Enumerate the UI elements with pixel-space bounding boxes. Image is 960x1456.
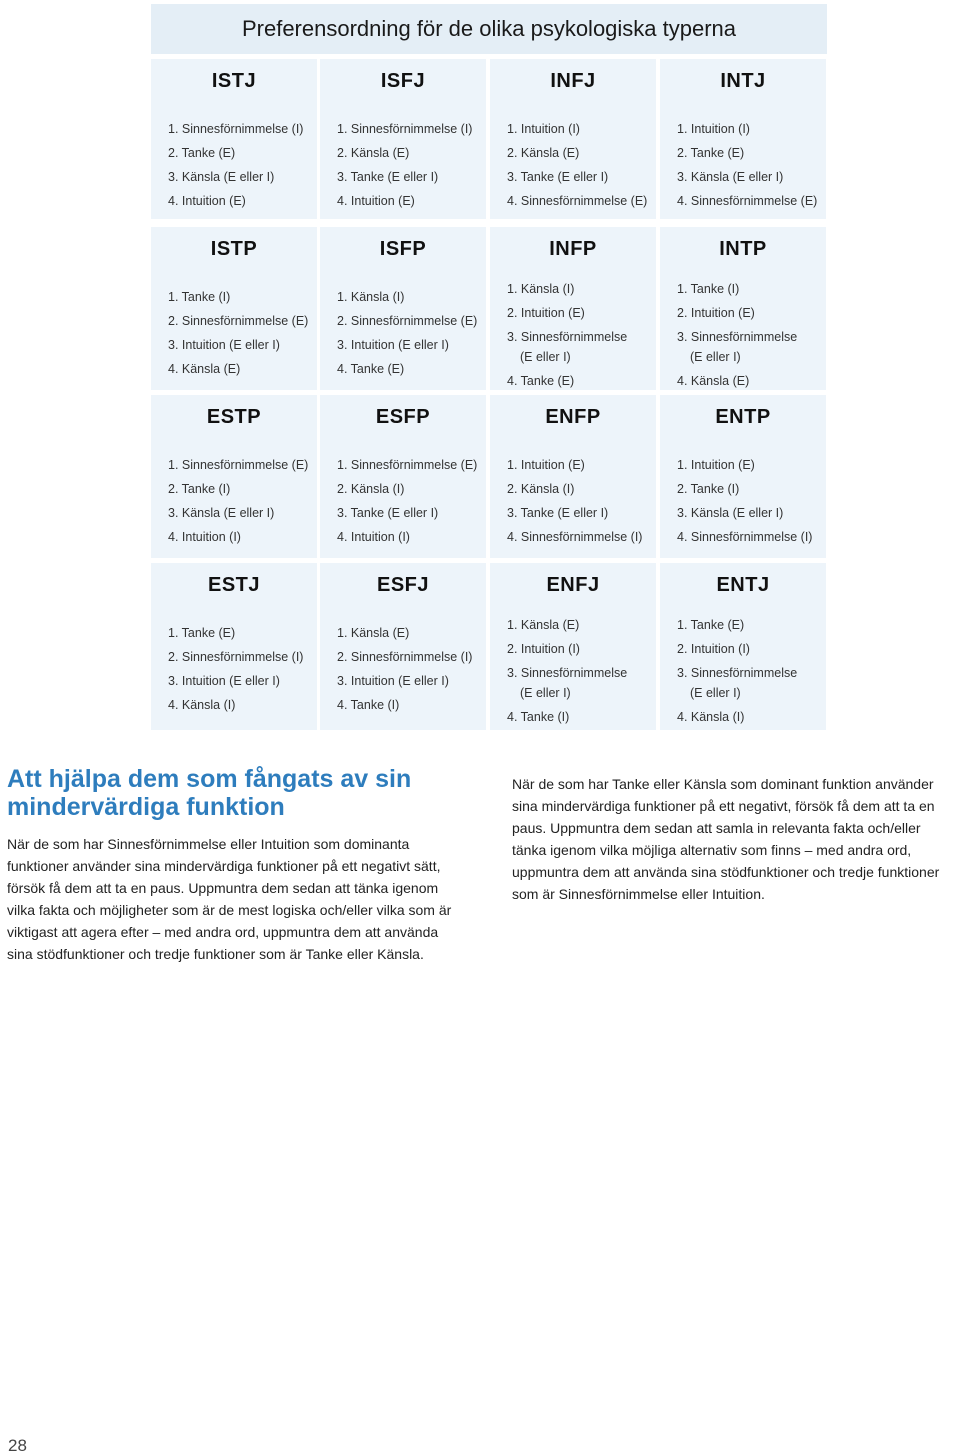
type-name: ENTP [715, 406, 771, 428]
type-name: ESFP [375, 406, 431, 428]
type-name: ESTJ [207, 574, 261, 596]
function-line: 1. Känsla (I) [507, 282, 575, 296]
function-list [507, 453, 656, 549]
function-line: 1. Intuition (E) [507, 458, 585, 472]
function-line: 3. Intuition (E eller I) [168, 338, 280, 352]
function-line: 3. Intuition (E eller I) [337, 674, 449, 688]
function-line: 1. Känsla (E) [337, 626, 410, 640]
function-list [507, 277, 656, 393]
function-line: 4. Intuition (I) [337, 530, 410, 544]
function-line: 3. Sinnesförnimmelse [677, 330, 798, 344]
function-line: 4. Tanke (I) [507, 710, 570, 724]
grid-title: Preferensordning för de olika psykologiska typerna [241, 16, 737, 41]
function-line: 1. Tanke (I) [168, 290, 231, 304]
type-name: ISFP [379, 238, 427, 260]
text-section [0, 760, 960, 1020]
paragraph-right: När de som har Tanke eller Känsla som dominant funktion använder sina mindervärdiga funktioner på ett negativt, försök få dem att ta en paus. Uppmuntra dem sedan att samla in relevanta fakta och/eller tänka igenom vilka möjliga alternativ som finns – med andra ord, uppmuntra dem att använda sina stödfunktioner och tredje funktioner som är Sinnesförnimmelse eller Intuition. [512, 776, 940, 902]
type-grid [151, 4, 827, 730]
type-cell-esfp [320, 395, 486, 558]
type-name: ESFJ [376, 574, 430, 596]
type-name: INTJ [720, 70, 766, 92]
section-heading: Att hjälpa dem som fångats av sin mindervärdiga funktion [7, 765, 412, 821]
function-line: 3. Tanke (E eller I) [337, 506, 439, 520]
function-line: 4. Intuition (E) [168, 194, 246, 208]
function-line: 2. Sinnesförnimmelse (I) [337, 650, 473, 664]
type-name: INTP [719, 238, 767, 260]
function-line: 4. Intuition (I) [168, 530, 241, 544]
function-line: 2. Känsla (E) [337, 146, 410, 160]
type-cell-infp [490, 227, 656, 390]
function-line: 3. Sinnesförnimmelse [677, 666, 798, 680]
type-cell-istp [151, 227, 317, 390]
type-cell-isfj [320, 59, 486, 219]
function-line: 2. Tanke (E) [677, 146, 745, 160]
function-list [337, 117, 486, 213]
function-line: 2. Tanke (I) [677, 482, 740, 496]
function-line: 1. Intuition (E) [677, 458, 755, 472]
function-line: 3. Sinnesförnimmelse [507, 330, 628, 344]
function-line: 2. Intuition (I) [677, 642, 750, 656]
function-list [168, 117, 317, 213]
type-name: ISFJ [380, 70, 426, 92]
type-cell-estj [151, 563, 317, 730]
function-line: 2. Intuition (E) [677, 306, 755, 320]
type-name: INFP [549, 238, 597, 260]
function-line: 4. Känsla (I) [677, 710, 745, 724]
function-line: 2. Känsla (I) [337, 482, 405, 496]
function-line: 3. Känsla (E eller I) [677, 506, 784, 520]
function-line: 3. Intuition (E eller I) [337, 338, 449, 352]
function-line: 3. Sinnesförnimmelse [507, 666, 628, 680]
function-line: 4. Känsla (E) [677, 374, 750, 388]
function-list [677, 453, 826, 549]
type-cell-enfp [490, 395, 656, 558]
function-line: 2. Intuition (E) [507, 306, 585, 320]
function-line: 4. Känsla (E) [168, 362, 241, 376]
type-name: ENFJ [546, 574, 600, 596]
function-line: 1. Intuition (I) [507, 122, 580, 136]
function-line: 4. Intuition (E) [337, 194, 415, 208]
type-cell-entp [660, 395, 826, 558]
function-list [677, 117, 826, 213]
function-line: 1. Tanke (I) [677, 282, 740, 296]
function-line: (E eller I) [520, 350, 571, 364]
type-name: INFJ [550, 70, 596, 92]
function-line: 2. Sinnesförnimmelse (E) [168, 314, 309, 328]
function-line: 1. Tanke (E) [168, 626, 236, 640]
function-line: 4. Sinnesförnimmelse (E) [507, 194, 648, 208]
function-line: 2. Sinnesförnimmelse (I) [168, 650, 304, 664]
function-line: 2. Tanke (I) [168, 482, 231, 496]
type-cell-intp [660, 227, 826, 390]
function-line: 1. Sinnesförnimmelse (I) [337, 122, 473, 136]
function-line: 4. Sinnesförnimmelse (I) [677, 530, 813, 544]
function-line: 4. Sinnesförnimmelse (E) [677, 194, 818, 208]
type-cell-estp [151, 395, 317, 558]
type-name: ISTP [210, 238, 258, 260]
function-list [337, 453, 486, 549]
page-number: 28 [8, 1436, 27, 1455]
type-name: ENFP [545, 406, 601, 428]
function-line: 2. Sinnesförnimmelse (E) [337, 314, 478, 328]
function-line: 3. Känsla (E eller I) [168, 170, 275, 184]
function-list [677, 613, 826, 729]
function-line: 2. Intuition (I) [507, 642, 580, 656]
function-line: 3. Känsla (E eller I) [168, 506, 275, 520]
function-line: 1. Sinnesförnimmelse (E) [337, 458, 478, 472]
function-line: 3. Känsla (E eller I) [677, 170, 784, 184]
function-line: 4. Tanke (I) [337, 698, 400, 712]
function-line: 4. Tanke (E) [337, 362, 405, 376]
function-list [507, 117, 656, 213]
type-cell-esfj [320, 563, 486, 730]
function-line: 1. Tanke (E) [677, 618, 745, 632]
grid-title-bar [151, 4, 827, 54]
function-list [168, 621, 317, 717]
function-list [507, 613, 656, 729]
function-line: (E eller I) [690, 350, 741, 364]
function-line: 4. Känsla (I) [168, 698, 236, 712]
type-cell-isfp [320, 227, 486, 390]
function-line: (E eller I) [520, 686, 571, 700]
function-line: 3. Tanke (E eller I) [507, 170, 609, 184]
function-line: 3. Tanke (E eller I) [337, 170, 439, 184]
function-line: 2. Tanke (E) [168, 146, 236, 160]
function-line: 1. Känsla (E) [507, 618, 580, 632]
function-line: 3. Intuition (E eller I) [168, 674, 280, 688]
function-line: (E eller I) [690, 686, 741, 700]
function-list [337, 285, 486, 381]
type-cell-entj [660, 563, 826, 730]
function-line: 4. Tanke (E) [507, 374, 575, 388]
function-line: 1. Sinnesförnimmelse (I) [168, 122, 304, 136]
type-name: ENTJ [716, 574, 770, 596]
type-name: ISTJ [211, 70, 257, 92]
function-line: 1. Intuition (I) [677, 122, 750, 136]
function-line: 1. Känsla (I) [337, 290, 405, 304]
paragraph-left: När de som har Sinnesförnimmelse eller Intuition som dominanta funktioner använder sina mindervärdiga funktioner på ett negativt sätt, försök få dem att ta en paus. Uppmuntra dem sedan att tänka igenom vilka fakta och möjligheter som är de mest logiska och/eller vilka som är viktigast att agera efter – med andra ord, uppmuntra dem att använda sina stödfunktioner och tredje funktioner som är Tanke eller Känsla. [7, 836, 452, 962]
type-cell-intj [660, 59, 826, 219]
function-list [168, 285, 317, 381]
function-line: 2. Känsla (I) [507, 482, 575, 496]
type-cell-enfj [490, 563, 656, 730]
function-list [337, 621, 486, 717]
function-list [677, 277, 826, 393]
type-cell-infj [490, 59, 656, 219]
function-line: 4. Sinnesförnimmelse (I) [507, 530, 643, 544]
function-line: 2. Känsla (E) [507, 146, 580, 160]
function-line: 1. Sinnesförnimmelse (E) [168, 458, 309, 472]
function-list [168, 453, 317, 549]
type-name: ESTP [206, 406, 262, 428]
type-cell-istj [151, 59, 317, 219]
function-line: 3. Tanke (E eller I) [507, 506, 609, 520]
